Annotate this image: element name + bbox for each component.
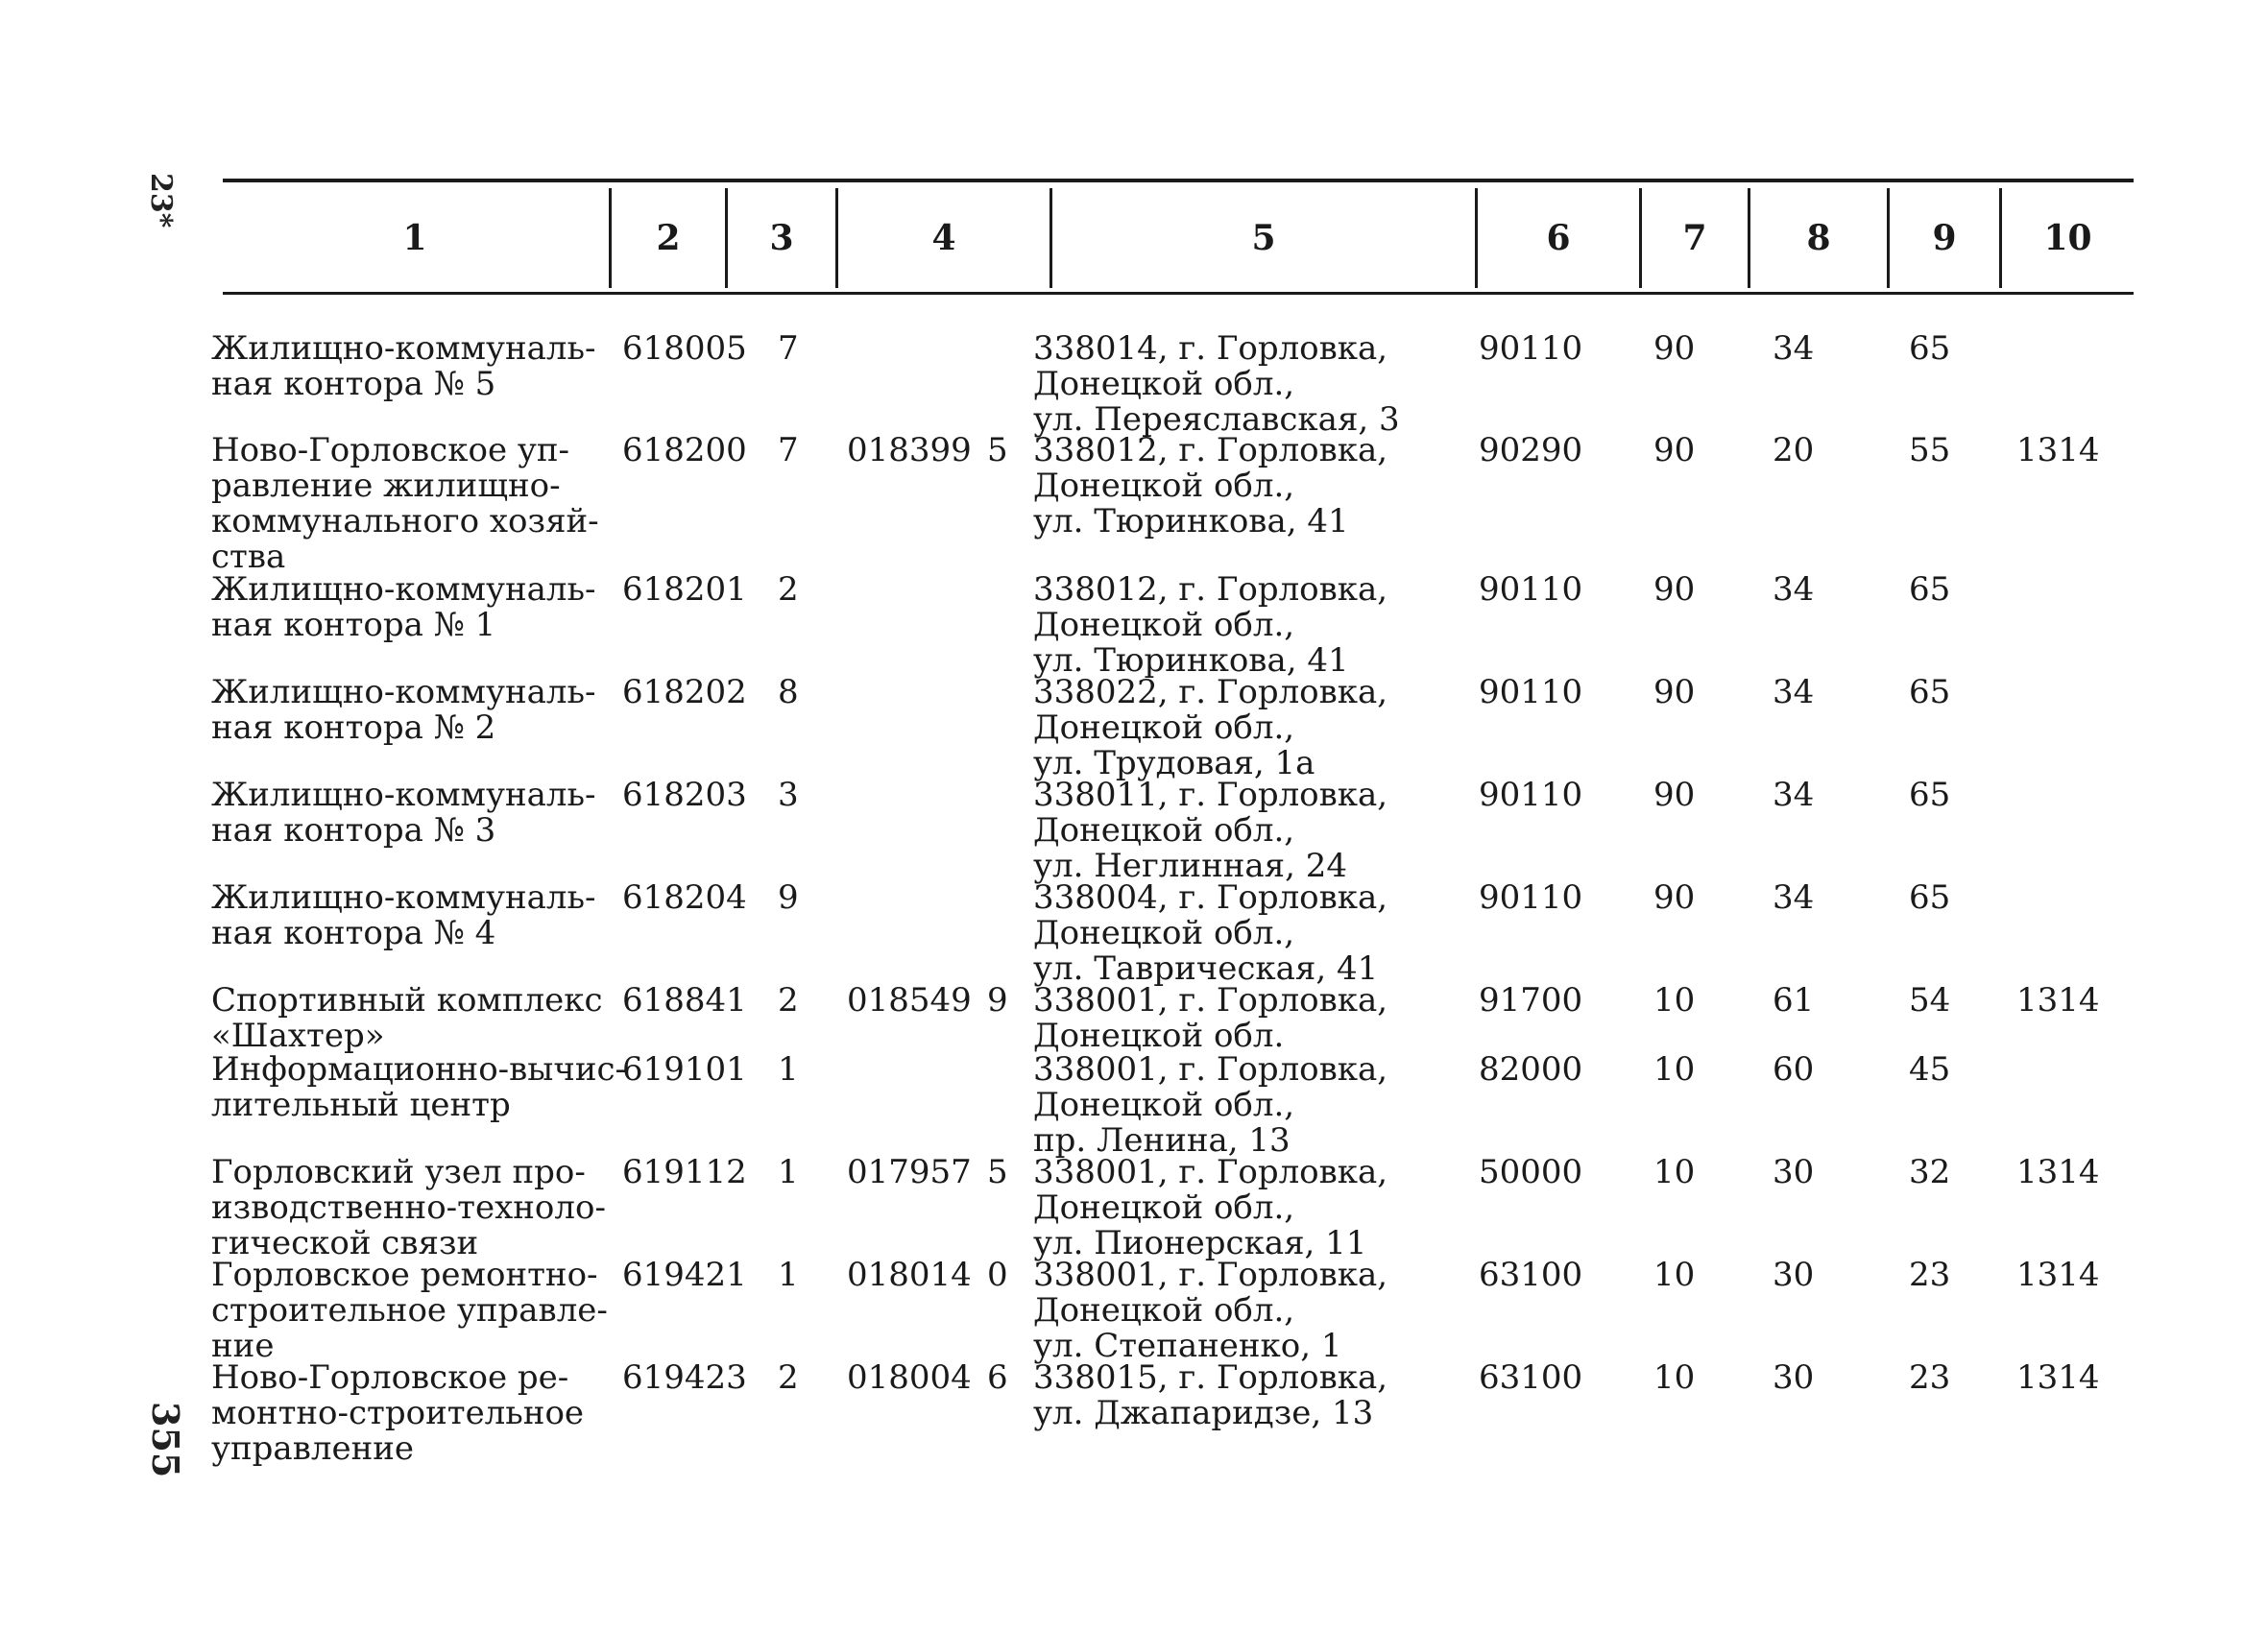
code-col-9: 45 xyxy=(1909,1050,1951,1089)
code-col-9: 23 xyxy=(1909,1358,1951,1397)
code-col-7: 10 xyxy=(1653,1358,1696,1397)
org-name: Ново-Горловское уп- равление жилищно- коммунального хозяй- ства xyxy=(211,431,599,576)
code-col-9: 65 xyxy=(1909,878,1951,917)
code-col-2: 619421 xyxy=(622,1256,747,1294)
code-col-3: 2 xyxy=(778,570,799,609)
code-col-6: 63100 xyxy=(1479,1256,1583,1294)
address: 338014, г. Горловка, Донецкой обл., ул. Переяславская, 3 xyxy=(1033,329,1400,439)
code-col-2: 619423 xyxy=(622,1358,747,1397)
address: 338001, г. Горловка, Донецкой обл., ул. Степаненко, 1 xyxy=(1033,1256,1388,1365)
code-col-4: 018549 xyxy=(847,981,972,1020)
org-name: Горловский узел про- изводственно-техноло- гической связи xyxy=(211,1153,606,1262)
org-name: Ново-Горловское ре- монтно-строительное управление xyxy=(211,1358,585,1468)
code-col-3: 1 xyxy=(778,1153,799,1191)
code-col-10: 1314 xyxy=(2016,1153,2100,1191)
header-col-9: 9 xyxy=(1932,218,1957,258)
code-col-2: 618203 xyxy=(622,776,747,814)
code-col-10: 1314 xyxy=(2016,1358,2100,1397)
code-col-8: 60 xyxy=(1773,1050,1815,1089)
code-col-7: 90 xyxy=(1653,431,1696,469)
code-col-8: 20 xyxy=(1773,431,1815,469)
code-col-2: 618204 xyxy=(622,878,747,917)
code-col-4: 018004 xyxy=(847,1358,972,1397)
org-name: Жилищно-коммуналь- ная контора № 3 xyxy=(211,776,596,850)
address: 338022, г. Горловка, Донецкой обл., ул. Трудовая, 1а xyxy=(1033,673,1388,782)
code-col-4-check: 5 xyxy=(987,431,1008,469)
code-col-9: 65 xyxy=(1909,776,1951,814)
code-col-9: 54 xyxy=(1909,981,1951,1020)
org-name: Жилищно-коммуналь- ная контора № 2 xyxy=(211,673,596,747)
org-name: Спортивный комплекс «Шахтер» xyxy=(211,981,603,1055)
signature-mark: 23* xyxy=(144,173,178,228)
header-col-4: 4 xyxy=(931,218,956,258)
code-col-4: 018014 xyxy=(847,1256,972,1294)
code-col-8: 61 xyxy=(1773,981,1815,1020)
code-col-4-check: 5 xyxy=(987,1153,1008,1191)
code-col-6: 90110 xyxy=(1479,673,1583,711)
code-col-3: 1 xyxy=(778,1256,799,1294)
header-col-7: 7 xyxy=(1682,218,1707,258)
code-col-7: 10 xyxy=(1653,1153,1696,1191)
code-col-8: 30 xyxy=(1773,1358,1815,1397)
org-name: Жилищно-коммуналь- ная контора № 5 xyxy=(211,329,596,403)
address: 338015, г. Горловка, ул. Джапаридзе, 13 xyxy=(1033,1358,1388,1432)
code-col-10: 1314 xyxy=(2016,981,2100,1020)
code-col-8: 34 xyxy=(1773,570,1815,609)
code-col-3: 7 xyxy=(778,329,799,368)
table-top-rule xyxy=(223,179,2134,182)
code-col-6: 90110 xyxy=(1479,776,1583,814)
code-col-6: 90110 xyxy=(1479,570,1583,609)
address: 338001, г. Горловка, Донецкой обл. xyxy=(1033,981,1388,1055)
header-col-6: 6 xyxy=(1546,218,1571,258)
code-col-7: 90 xyxy=(1653,570,1696,609)
org-name: Жилищно-коммуналь- ная контора № 4 xyxy=(211,878,596,952)
code-col-7: 90 xyxy=(1653,878,1696,917)
code-col-8: 30 xyxy=(1773,1256,1815,1294)
code-col-7: 90 xyxy=(1653,673,1696,711)
header-col-3: 3 xyxy=(769,218,794,258)
code-col-2: 619101 xyxy=(622,1050,747,1089)
code-col-6: 90290 xyxy=(1479,431,1583,469)
code-col-6: 90110 xyxy=(1479,878,1583,917)
code-col-4-check: 6 xyxy=(987,1358,1008,1397)
code-col-9: 55 xyxy=(1909,431,1951,469)
code-col-2: 618200 xyxy=(622,431,747,469)
code-col-3: 3 xyxy=(778,776,799,814)
code-col-8: 34 xyxy=(1773,878,1815,917)
header-col-2: 2 xyxy=(656,218,681,258)
code-col-4: 018399 xyxy=(847,431,972,469)
header-col-1: 1 xyxy=(402,218,427,258)
code-col-3: 2 xyxy=(778,1358,799,1397)
code-col-2: 618841 xyxy=(622,981,747,1020)
address: 338012, г. Горловка, Донецкой обл., ул. Тюринкова, 41 xyxy=(1033,431,1388,540)
code-col-6: 90110 xyxy=(1479,329,1583,368)
address: 338012, г. Горловка, Донецкой обл., ул. Тюринкова, 41 xyxy=(1033,570,1388,680)
code-col-6: 50000 xyxy=(1479,1153,1583,1191)
code-col-6: 91700 xyxy=(1479,981,1583,1020)
header-col-10: 10 xyxy=(2043,218,2092,258)
code-col-8: 30 xyxy=(1773,1153,1815,1191)
org-name: Информационно-вычис- лительный центр xyxy=(211,1050,627,1124)
code-col-4-check: 9 xyxy=(987,981,1008,1020)
code-col-2: 618201 xyxy=(622,570,747,609)
code-col-3: 8 xyxy=(778,673,799,711)
table-header-rule xyxy=(223,292,2134,295)
address: 338001, г. Горловка, Донецкой обл., пр. Ленина, 13 xyxy=(1033,1050,1388,1160)
code-col-2: 619112 xyxy=(622,1153,747,1191)
code-col-8: 34 xyxy=(1773,329,1815,368)
code-col-7: 90 xyxy=(1653,329,1696,368)
code-col-7: 10 xyxy=(1653,1256,1696,1294)
code-col-6: 82000 xyxy=(1479,1050,1583,1089)
code-col-10: 1314 xyxy=(2016,1256,2100,1294)
code-col-2: 618202 xyxy=(622,673,747,711)
code-col-2: 618005 xyxy=(622,329,747,368)
code-col-4-check: 0 xyxy=(987,1256,1008,1294)
header-col-5: 5 xyxy=(1251,218,1276,258)
address: 338011, г. Горловка, Донецкой обл., ул. Неглинная, 24 xyxy=(1033,776,1388,885)
code-col-3: 2 xyxy=(778,981,799,1020)
address: 338004, г. Горловка, Донецкой обл., ул. Таврическая, 41 xyxy=(1033,878,1388,988)
code-col-8: 34 xyxy=(1773,776,1815,814)
code-col-7: 90 xyxy=(1653,776,1696,814)
org-name: Жилищно-коммуналь- ная контора № 1 xyxy=(211,570,596,644)
code-col-9: 65 xyxy=(1909,329,1951,368)
code-col-4: 017957 xyxy=(847,1153,972,1191)
code-col-3: 9 xyxy=(778,878,799,917)
address: 338001, г. Горловка, Донецкой обл., ул. Пионерская, 11 xyxy=(1033,1153,1388,1262)
code-col-3: 7 xyxy=(778,431,799,469)
code-col-3: 1 xyxy=(778,1050,799,1089)
code-col-9: 23 xyxy=(1909,1256,1951,1294)
code-col-9: 65 xyxy=(1909,570,1951,609)
code-col-8: 34 xyxy=(1773,673,1815,711)
header-col-8: 8 xyxy=(1806,218,1831,258)
page-number: 355 xyxy=(144,1402,187,1478)
org-name: Горловское ремонтно- строительное управле- ние xyxy=(211,1256,608,1365)
code-col-7: 10 xyxy=(1653,1050,1696,1089)
code-col-7: 10 xyxy=(1653,981,1696,1020)
code-col-9: 32 xyxy=(1909,1153,1951,1191)
code-col-9: 65 xyxy=(1909,673,1951,711)
code-col-6: 63100 xyxy=(1479,1358,1583,1397)
code-col-10: 1314 xyxy=(2016,431,2100,469)
